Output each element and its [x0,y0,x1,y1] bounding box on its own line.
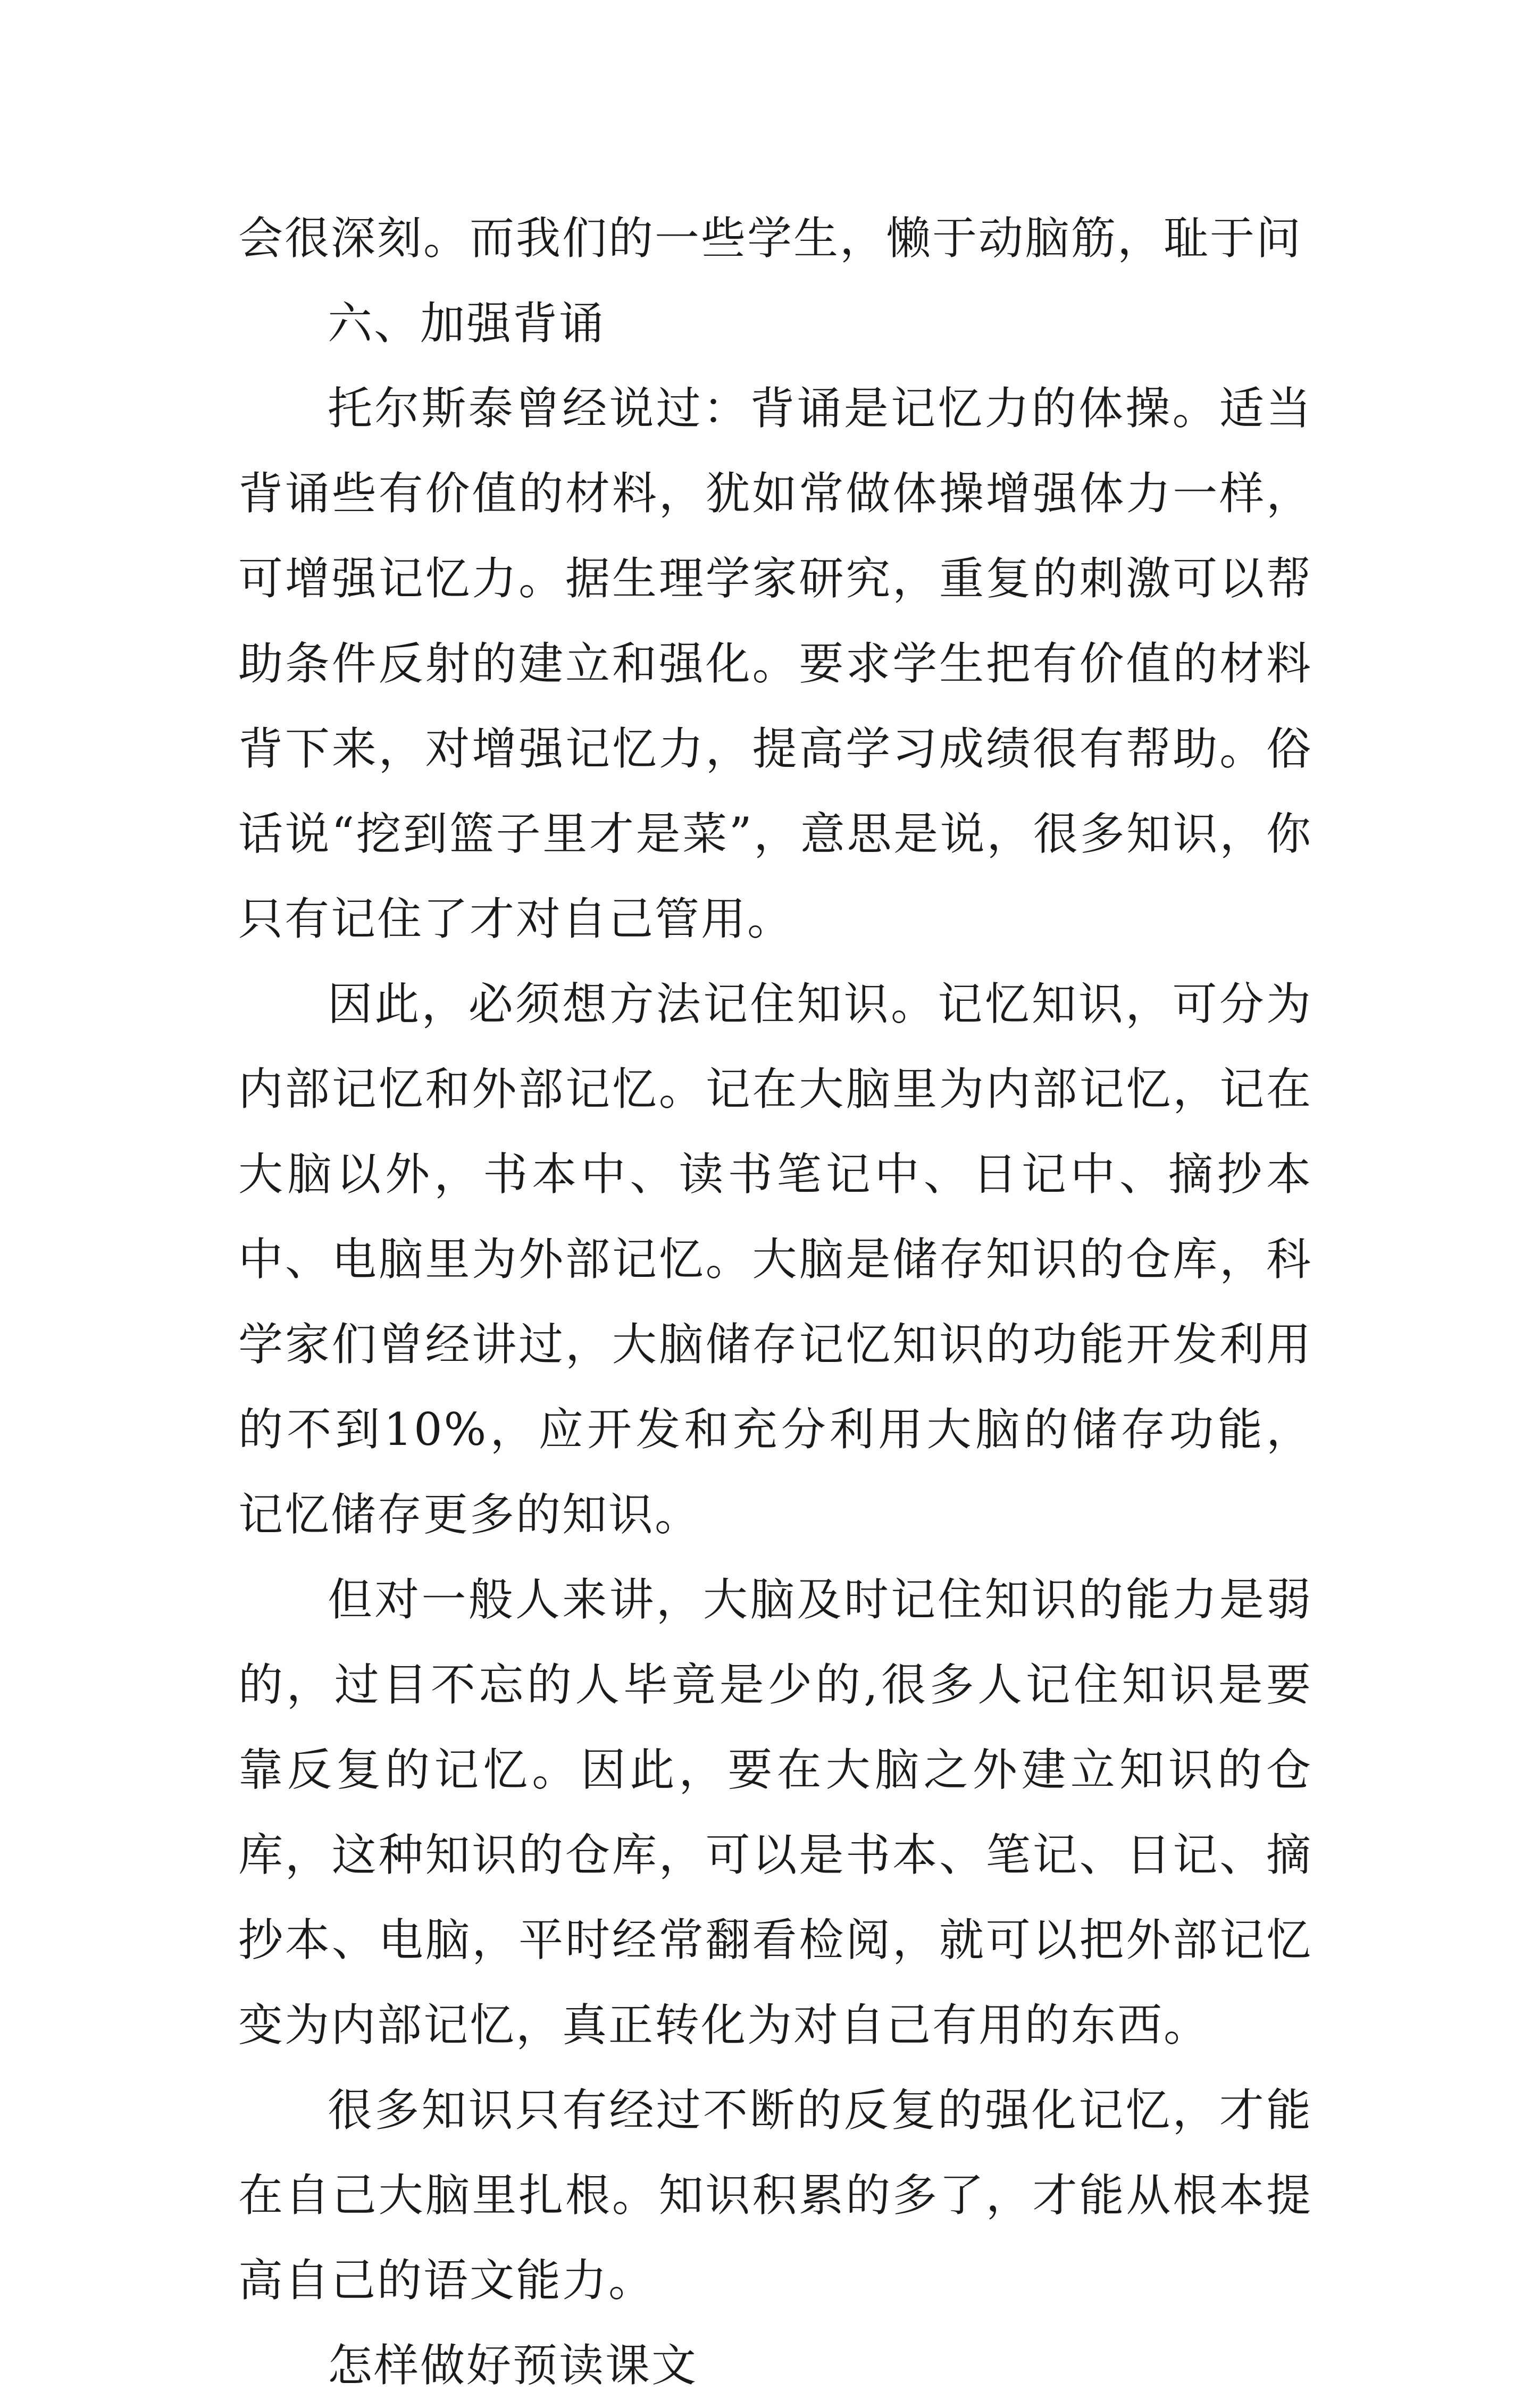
paragraph: 托尔斯泰曾经说过：背诵是记忆力的体操。适当背诵些有价值的材料，犹如常做体操增强体力一样，可增强记忆力。据生理学家研究，重复的刺激可以帮助条件反射的建立和强化。要求学生把有价值的材料背下来，对增强记忆力，提高学习成绩很有帮助。俗话说“挖到篮子里才是菜”，意思是说，很多知识，你只有记住了才对自己管用。 [238,382,1312,945]
document-body [238,196,1312,2408]
paragraph-continuation: 会很深刻。而我们的一些学生，懒于动脑筋，耻于问 [238,212,1303,264]
paragraph: 很多知识只有经过不断的反复的强化记忆，才能在自己大脑里扎根。知识积累的多了，才能从根本提高自己的语文能力。 [238,2084,1312,2306]
paragraph: 但对一般人来讲，大脑及时记住知识的能力是弱的，过目不忘的人毕竟是少的,很多人记住知识是要靠反复的记忆。因此，要在大脑之外建立知识的仓库，这种知识的仓库，可以是书本、笔记、日记、摘抄本、电脑，平时经常翻看检阅，就可以把外部记忆变为内部记忆，真正转化为对自己有用的东西。 [238,1574,1312,2051]
article-title: 怎样做好预读课文 [328,2339,698,2392]
paragraph: 因此，必须想方法记住知识。记忆知识，可分为内部记忆和外部记忆。记在大脑里为内部记忆，记在大脑以外，书本中、读书笔记中、日记中、摘抄本中、电脑里为外部记忆。大脑是储存知识的仓库，科学家们曾经讲过，大脑储存记忆知识的功能开发利用的不到10%，应开发和充分利用大脑的储存功能，记忆储存更多的知识。 [238,978,1312,1541]
section-heading: 六、加强背诵 [328,297,606,349]
